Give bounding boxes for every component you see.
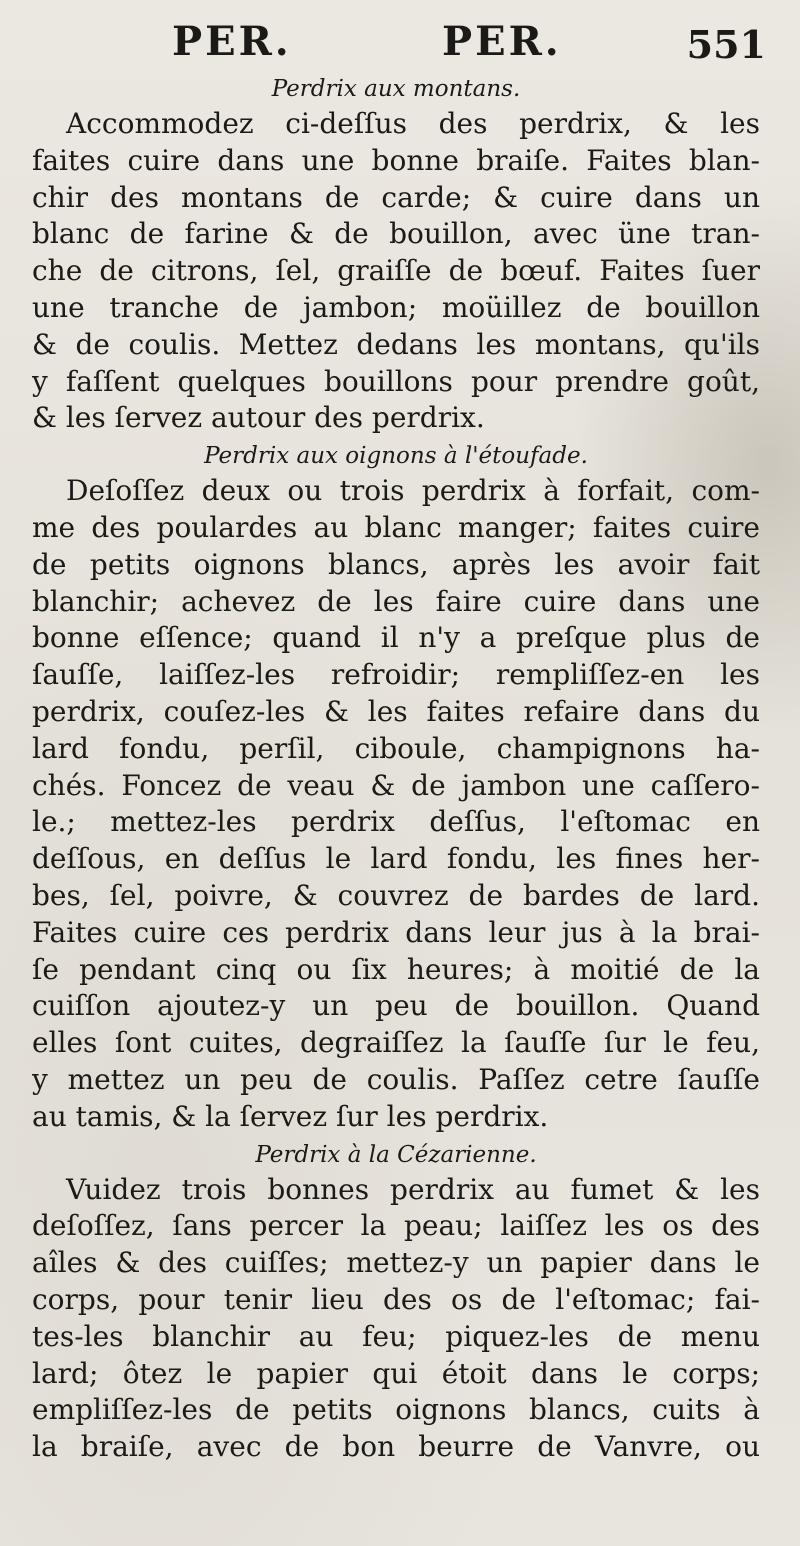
text-line: cuiſſon ajoutez-y un peu de bouillon. Quand — [32, 989, 760, 1023]
page-header — [0, 18, 800, 70]
text-line: y mettez un peu de coulis. Paſſez cetre ſauſſe — [32, 1062, 760, 1096]
text-line: Faites cuire ces perdrix dans leur jus à la brai- — [32, 915, 760, 949]
text-line: lard; ôtez le papier qui étoit dans le corps; — [32, 1356, 760, 1390]
text-line: corps, pour tenir lieu des os de l'eſtomac; fai- — [32, 1282, 760, 1316]
text-line: empliſſez-les de petits oignons blancs, cuits à — [32, 1393, 760, 1427]
recipe-section — [32, 72, 760, 437]
text-line: deſoſſez, ſans percer la peau; laiſſez les os des — [32, 1209, 760, 1243]
text-line: bes, ſel, poivre, & couvrez de bardes de lard. — [32, 878, 760, 912]
text-line: ſe pendant cinq ou ſix heures; à moitié de la — [32, 952, 760, 986]
text-line: au tamis, & la ſervez ſur les perdrix. — [32, 1099, 549, 1133]
text-line: blanc de farine & de bouillon, avec üne tran- — [32, 217, 760, 251]
text-line: Deſoſſez deux ou trois perdrix à forfait, com- — [66, 474, 760, 508]
text-line: bonne eſſence; quand il n'y a preſque plus de — [32, 621, 760, 655]
page-number: 551 — [686, 22, 766, 67]
text-line: lard fondu, perſil, ciboule, champignons ha- — [32, 731, 760, 765]
text-line: aîles & des cuiſſes; mettez-y un papier dans le — [32, 1246, 760, 1280]
text-line: Accommodez ci-deſſus des perdrix, & les — [66, 107, 760, 140]
text-line: faites cuire dans une bonne braiſe. Faites blan- — [32, 143, 760, 177]
recipe-section — [32, 1138, 760, 1466]
text-line: le.; mettez-les perdrix deſſus, l'eſtomac en — [32, 805, 760, 839]
recipe-title: Perdrix à la Cézarienne. — [255, 1141, 537, 1168]
text-line: blanchir; achevez de les faire cuire dans une — [32, 584, 760, 618]
recipe-section — [32, 439, 760, 1135]
recipe-title: Perdrix aux oignons à l'étoufade. — [204, 443, 588, 470]
text-line: perdrix, couſez-les & les faites refaire dans du — [32, 694, 760, 728]
text-line: & de coulis. Mettez dedans les montans, qu'ils — [32, 327, 760, 361]
text-line: la braiſe, avec de bon beurre de Vanvre, ou — [32, 1430, 760, 1464]
running-head-left: PER. — [172, 18, 292, 65]
text-line: une tranche de jambon; moüillez de bouillon — [32, 290, 760, 324]
recipe-title: Perdrix aux montans. — [271, 76, 521, 102]
text-line: & les ſervez autour des perdrix. — [32, 401, 485, 435]
text-line: chir des montans de carde; & cuire dans un — [32, 180, 760, 214]
page-body — [32, 72, 760, 1466]
text-line: che de citrons, ſel, graiſſe de bœuf. Faites ſuer — [32, 254, 760, 288]
text-line: ſauſſe, laiſſez-les refroidir; rempliſſez-en les — [32, 658, 760, 692]
text-line: tes-les blanchir au feu; piquez-les de menu — [32, 1319, 760, 1353]
text-line: deſſous, en deſſus le lard fondu, les fines her- — [32, 842, 760, 876]
text-line: y faſſent quelques bouillons pour prendre goût, — [32, 364, 760, 398]
text-line: elles ſont cuites, degraiſſez la ſauſſe ſur le feu, — [32, 1026, 760, 1060]
text-line: Vuidez trois bonnes perdrix au fumet & les — [66, 1172, 760, 1206]
text-line: de petits oignons blancs, après les avoir fait — [32, 547, 760, 581]
text-line: me des poulardes au blanc manger; faites cuire — [32, 510, 760, 544]
running-head-right: PER. — [442, 18, 562, 65]
text-line: chés. Foncez de veau & de jambon une caſſero- — [32, 768, 760, 802]
